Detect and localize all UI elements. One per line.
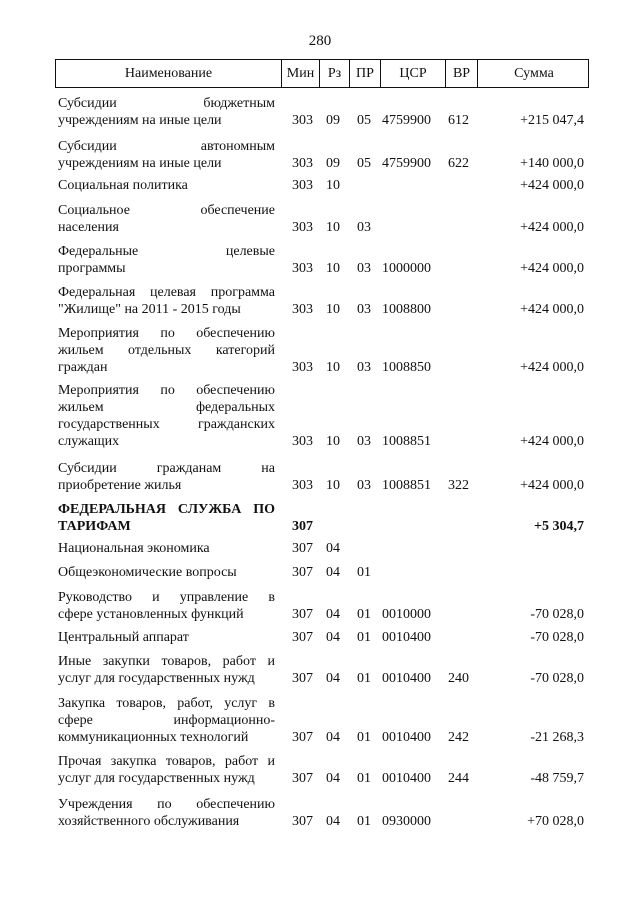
cell-min: 303 [292, 220, 313, 235]
cell-rz: 04 [326, 671, 340, 686]
cell-pr: 03 [357, 360, 371, 375]
row-name [58, 243, 275, 277]
row-name [58, 589, 275, 623]
row-name-line: Субсидии бюджетным [58, 96, 275, 111]
row-name [58, 540, 275, 557]
table-row [0, 653, 640, 687]
cell-min: 303 [292, 302, 313, 317]
row-name-line: граждан [58, 360, 108, 375]
row-name [58, 138, 275, 172]
cell-sum: +5 304,7 [534, 519, 584, 534]
cell-pr: 03 [357, 261, 371, 276]
row-name-line: Центральный аппарат [58, 630, 189, 645]
row-name [58, 325, 275, 376]
cell-pr: 01 [357, 630, 371, 645]
row-name [58, 629, 275, 646]
cell-pr: 01 [357, 671, 371, 686]
page-number: 280 [308, 33, 332, 49]
row-name-line: Субсидии автономным [58, 139, 275, 154]
table-row [0, 564, 640, 581]
cell-rz: 04 [326, 565, 340, 580]
table-row [0, 382, 640, 450]
row-name-line: Общеэкономические вопросы [58, 565, 237, 580]
cell-sum: +424 000,0 [520, 261, 584, 276]
row-name-line: Субсидии гражданам на [58, 461, 275, 476]
row-name-line: Национальная экономика [58, 541, 210, 556]
header-name: Наименование [124, 65, 213, 81]
cell-rz: 09 [326, 113, 340, 128]
cell-min: 307 [292, 607, 313, 622]
row-name-line: услуг для государственных нужд [58, 671, 255, 686]
table-row [0, 138, 640, 172]
cell-rz: 10 [326, 220, 340, 235]
row-name [58, 796, 275, 830]
cell-sum: +424 000,0 [520, 220, 584, 235]
cell-rz: 04 [326, 771, 340, 786]
row-name-line: сфере установленных функций [58, 607, 244, 622]
table-row [0, 202, 640, 236]
header-sum: Сумма [477, 60, 590, 87]
cell-min: 307 [292, 519, 313, 534]
row-name-line: Иные закупки товаров, работ и [58, 654, 275, 669]
cell-sum: -70 028,0 [530, 671, 584, 686]
cell-pr: 01 [357, 771, 371, 786]
cell-rz: 10 [326, 434, 340, 449]
table-row [0, 796, 640, 830]
row-name-line: сфере информационно- [58, 713, 275, 728]
cell-pr: 01 [357, 730, 371, 745]
table-row [0, 177, 640, 194]
cell-sum: +215 047,4 [520, 113, 584, 128]
row-name [58, 501, 275, 535]
row-name-line: Социальное обеспечение [58, 203, 275, 218]
cell-pr: 03 [357, 478, 371, 493]
row-name-line: ТАРИФАМ [58, 519, 131, 534]
table-row [0, 95, 640, 129]
row-name-line: жильем федеральных [58, 400, 275, 415]
cell-rz: 10 [326, 261, 340, 276]
cell-csr: 0010400 [382, 630, 431, 645]
table-row [0, 284, 640, 318]
cell-vr: 244 [448, 771, 469, 786]
cell-sum: +424 000,0 [520, 302, 584, 317]
cell-csr: 1008850 [382, 360, 431, 375]
table-row [0, 629, 640, 646]
row-name-line: приобретение жилья [58, 478, 182, 493]
table-row [0, 753, 640, 787]
cell-csr: 4759900 [382, 156, 431, 171]
row-name [58, 460, 275, 494]
row-name [58, 202, 275, 236]
cell-min: 303 [292, 360, 313, 375]
cell-sum: -48 759,7 [530, 771, 584, 786]
row-name-line: Прочая закупка товаров, работ и [58, 754, 275, 769]
row-name [58, 564, 275, 581]
cell-pr: 03 [357, 434, 371, 449]
cell-csr: 0010400 [382, 671, 431, 686]
cell-rz: 10 [326, 360, 340, 375]
cell-vr: 612 [448, 113, 469, 128]
cell-min: 307 [292, 814, 313, 829]
cell-min: 307 [292, 771, 313, 786]
row-name-line: коммуникационных технологий [58, 730, 249, 745]
cell-csr: 1000000 [382, 261, 431, 276]
row-name-line: Мероприятия по обеспечению [58, 383, 275, 398]
cell-sum: +424 000,0 [520, 434, 584, 449]
cell-rz: 10 [326, 178, 340, 193]
cell-min: 303 [292, 156, 313, 171]
cell-vr: 242 [448, 730, 469, 745]
row-name-line: Федеральные целевые [58, 244, 275, 259]
row-name-line: "Жилище" на 2011 - 2015 годы [58, 302, 241, 317]
cell-pr: 01 [357, 607, 371, 622]
row-name-line: Учреждения по обеспечению [58, 797, 275, 812]
cell-pr: 05 [357, 113, 371, 128]
header-vr: ВР [445, 60, 477, 87]
row-name-line: Федеральная целевая программа [58, 285, 275, 300]
cell-sum: -70 028,0 [530, 630, 584, 645]
cell-pr: 03 [357, 220, 371, 235]
cell-sum: -21 268,3 [530, 730, 584, 745]
cell-min: 307 [292, 565, 313, 580]
row-name-line: Руководство и управление в [58, 590, 275, 605]
row-name-line: ФЕДЕРАЛЬНАЯ СЛУЖБА ПО [58, 502, 275, 517]
row-name [58, 382, 275, 450]
cell-sum: +140 000,0 [520, 156, 584, 171]
table-row [0, 501, 640, 535]
cell-vr: 322 [448, 478, 469, 493]
row-name-line: служащих [58, 434, 120, 449]
row-name-line: жильем отдельных категорий [58, 343, 275, 358]
row-name [58, 695, 275, 746]
cell-min: 307 [292, 541, 313, 556]
cell-rz: 10 [326, 302, 340, 317]
cell-vr: 622 [448, 156, 469, 171]
header-min: Мин [281, 60, 319, 87]
cell-csr: 0010400 [382, 730, 431, 745]
table-row [0, 695, 640, 746]
cell-sum: -70 028,0 [530, 607, 584, 622]
cell-vr: 240 [448, 671, 469, 686]
cell-min: 303 [292, 434, 313, 449]
cell-pr: 01 [357, 814, 371, 829]
cell-rz: 09 [326, 156, 340, 171]
cell-csr: 0010000 [382, 607, 431, 622]
cell-min: 307 [292, 671, 313, 686]
row-name [58, 284, 275, 318]
row-name-line: Закупка товаров, работ, услуг в [58, 696, 275, 711]
row-name [58, 95, 275, 129]
table-header [55, 59, 589, 88]
row-name [58, 753, 275, 787]
cell-sum: +424 000,0 [520, 478, 584, 493]
table-row [0, 589, 640, 623]
table-row [0, 540, 640, 557]
cell-min: 307 [292, 630, 313, 645]
cell-min: 303 [292, 478, 313, 493]
cell-csr: 0930000 [382, 814, 431, 829]
cell-rz: 04 [326, 541, 340, 556]
row-name-line: услуг для государственных нужд [58, 771, 255, 786]
cell-pr: 01 [357, 565, 371, 580]
row-name-line: учреждениям на иные цели [58, 156, 222, 171]
cell-min: 303 [292, 178, 313, 193]
row-name [58, 177, 275, 194]
row-name-line: учреждениям на иные цели [58, 113, 222, 128]
cell-pr: 05 [357, 156, 371, 171]
cell-rz: 04 [326, 730, 340, 745]
row-name-line: Мероприятия по обеспечению [58, 326, 275, 341]
cell-rz: 04 [326, 814, 340, 829]
cell-csr: 4759900 [382, 113, 431, 128]
table-row [0, 243, 640, 277]
cell-min: 303 [292, 113, 313, 128]
row-name-line: программы [58, 261, 126, 276]
row-name-line: государственных гражданских [58, 417, 275, 432]
cell-rz: 04 [326, 607, 340, 622]
cell-sum: +70 028,0 [527, 814, 584, 829]
cell-rz: 04 [326, 630, 340, 645]
cell-csr: 1008800 [382, 302, 431, 317]
cell-min: 303 [292, 261, 313, 276]
cell-pr: 03 [357, 302, 371, 317]
table-row [0, 325, 640, 376]
header-pr: ПР [349, 60, 380, 87]
cell-min: 307 [292, 730, 313, 745]
cell-csr: 1008851 [382, 434, 431, 449]
table-row [0, 460, 640, 494]
header-rz: Рз [319, 60, 349, 87]
cell-csr: 0010400 [382, 771, 431, 786]
cell-rz: 10 [326, 478, 340, 493]
row-name [58, 653, 275, 687]
cell-csr: 1008851 [382, 478, 431, 493]
header-csr: ЦСР [380, 60, 445, 87]
cell-sum: +424 000,0 [520, 360, 584, 375]
row-name-line: Социальная политика [58, 178, 188, 193]
row-name-line: населения [58, 220, 119, 235]
row-name-line: хозяйственного обслуживания [58, 814, 240, 829]
cell-sum: +424 000,0 [520, 178, 584, 193]
